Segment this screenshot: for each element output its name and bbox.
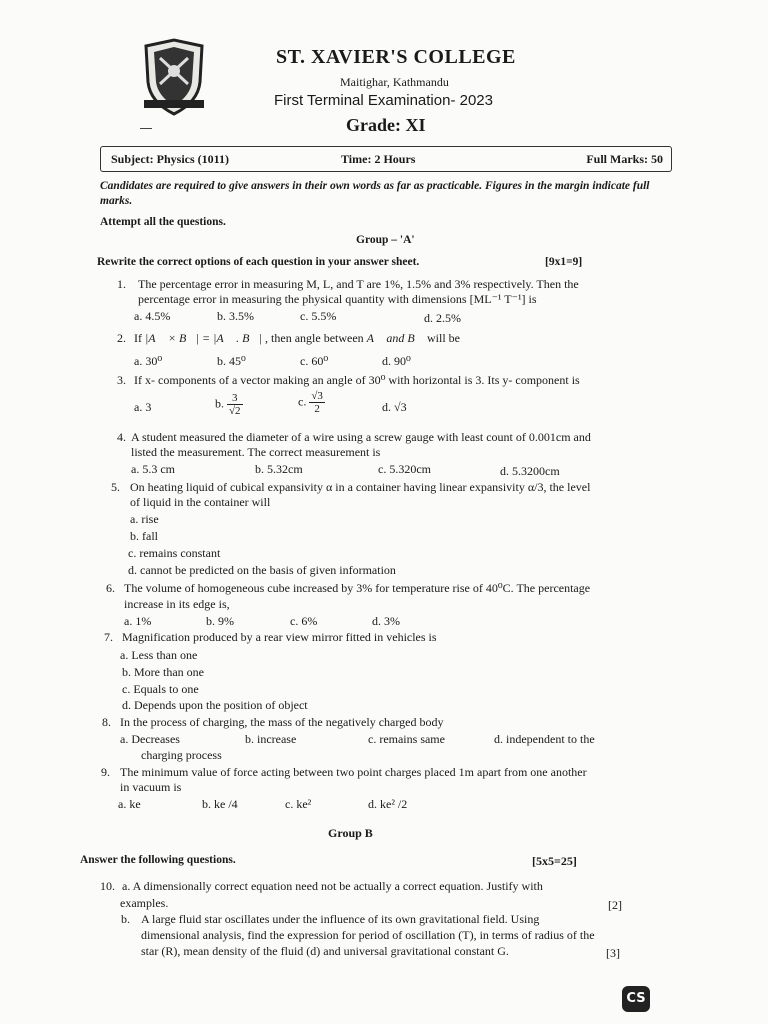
option: d. independent to the (494, 732, 595, 746)
question-text: percentage error in measuring the physical quantity with dimensions [ML⁻¹ T⁻¹] is (138, 292, 537, 306)
question-number: 8. (102, 715, 111, 729)
question-marks: [2] (608, 898, 622, 912)
question-label: b. (121, 912, 130, 926)
option-label: c. (298, 394, 307, 409)
option: d. 90⁰ (382, 354, 411, 368)
question-text: The minimum value of force acting between two point charges placed 1m apart from one another (120, 765, 587, 779)
option: d. ke² /2 (368, 797, 408, 811)
option: a. Less than one (120, 648, 198, 662)
option: b. More than one (122, 665, 204, 679)
divider (140, 128, 152, 129)
group-a-instruction: Rewrite the correct options of each question in your answer sheet. (97, 256, 420, 268)
full-marks-label: Full Marks: 50 (586, 152, 663, 166)
option: a. 1% (124, 614, 152, 628)
fraction (309, 390, 325, 415)
college-logo-icon (140, 38, 208, 118)
option-label: b. (215, 396, 224, 411)
instructions-note: Candidates are required to give answers in their own words as far as practicable. Figures in the margin indicate full marks. (100, 180, 650, 207)
question-text: A large fluid star oscillates under the influence of its own gravitational field. Using (141, 912, 540, 926)
question-text: A student measured the diameter of a wire using a screw gauge with least count of 0.001cm and (131, 430, 591, 444)
camscanner-badge-icon: CS (622, 986, 650, 1012)
option: d. 5.3200cm (500, 464, 560, 478)
option: d. Depends upon the position of object (122, 698, 308, 712)
question-number: 2. (117, 331, 126, 345)
option: a. 4.5% (134, 309, 171, 323)
option: d. cannot be predicted on the basis of given information (128, 563, 396, 577)
option: c. 5.320cm (378, 462, 431, 476)
question-text: examples. (120, 896, 169, 910)
option: a. Decreases (120, 732, 180, 746)
question-text: dimensional analysis, find the expression for period of oscillation (T), in terms of radius of the (141, 928, 595, 942)
option: b. 45⁰ (217, 354, 246, 368)
question-text: On heating liquid of cubical expansivity α in a container having linear expansivity α/3, the level (130, 480, 591, 494)
option (298, 390, 325, 415)
question-number: 4. (117, 430, 126, 444)
question-number: 5. (111, 480, 120, 494)
question-text: In the process of charging, the mass of the negatively charged body (120, 715, 444, 729)
question-text: a. A dimensionally correct equation need not be actually a correct equation. Justify with (122, 879, 543, 893)
question-text-part: If (134, 331, 142, 345)
question-number: 9. (101, 765, 110, 779)
question-text (134, 331, 460, 346)
question-text: in vacuum is (120, 780, 182, 794)
option: b. 9% (206, 614, 234, 628)
question-number: 3. (117, 373, 126, 387)
numerator: √3 (311, 390, 323, 402)
group-a-marks: [9x1=9] (545, 256, 583, 268)
grade-title: Grade: XI (346, 115, 426, 135)
college-address: Maitighar, Kathmandu (340, 75, 449, 89)
exam-title: First Terminal Examination- 2023 (274, 92, 493, 109)
option: a. 5.3 cm (131, 462, 175, 476)
attempt-instruction: Attempt all the questions. (100, 216, 226, 228)
option: a. 3 (134, 400, 152, 414)
option: c. remains same (368, 732, 445, 746)
option: a. 30⁰ (134, 354, 163, 368)
option: c. 5.5% (300, 309, 337, 323)
denominator: 2 (314, 403, 320, 415)
group-b-marks: [5x5=25] (532, 854, 577, 868)
question-text-part: will be (427, 331, 460, 345)
fraction (227, 392, 243, 417)
numerator: 3 (227, 392, 243, 405)
option: b. fall (130, 529, 158, 543)
option: c. remains constant (128, 546, 221, 560)
college-name: ST. XAVIER'S COLLEGE (276, 46, 516, 68)
option: d. √3 (382, 400, 407, 414)
option-continuation: charging process (141, 748, 222, 762)
question-number: 1. (117, 277, 126, 291)
option: a. rise (130, 512, 159, 526)
question-number: 7. (104, 630, 113, 644)
question-marks: [3] (606, 946, 620, 960)
question-number: 6. (106, 581, 115, 595)
option: c. 60⁰ (300, 354, 329, 368)
vector-expression: A⃗ and B⃗ (366, 331, 424, 345)
exam-info-box (100, 146, 672, 172)
option: b. 5.32cm (255, 462, 303, 476)
question-text: The volume of homogeneous cube increased by 3% for temperature rise of 40⁰C. The percentage (124, 581, 591, 595)
question-text: of liquid in the container will (130, 495, 271, 509)
option: b. ke /4 (202, 797, 238, 811)
time-label: Time: 2 Hours (341, 152, 416, 166)
subject-label: Subject: Physics (1011) (111, 152, 229, 166)
group-b-title: Group B (328, 826, 373, 840)
question-text: increase in its edge is, (124, 597, 230, 611)
option: c. 6% (290, 614, 318, 628)
option: b. increase (245, 732, 297, 746)
question-number: 10. (100, 879, 115, 893)
option (215, 392, 243, 417)
vector-expression: |A⃗ × B⃗| = |A⃗ . B⃗| (145, 331, 263, 345)
question-text-part: , then angle between (265, 331, 364, 345)
option: c. Equals to one (122, 682, 199, 696)
group-b-instruction: Answer the following questions. (80, 854, 236, 866)
question-text: Magnification produced by a rear view mirror fitted in vehicles is (122, 630, 437, 644)
question-text: If x- components of a vector making an angle of 30⁰ with horizontal is 3. Its y- component is (134, 373, 580, 387)
option: a. ke (118, 797, 141, 811)
question-text: star (R), mean density of the fluid (d) and universal gravitational constant G. (141, 944, 509, 958)
denominator: √2 (229, 405, 241, 417)
option: b. 3.5% (217, 309, 254, 323)
option: c. ke² (285, 797, 312, 811)
option: d. 2.5% (424, 311, 461, 325)
question-text: The percentage error in measuring M, L, and T are 1%, 1.5% and 3% respectively. Then the (138, 277, 579, 291)
group-a-title: Group – 'A' (356, 234, 415, 246)
question-text: listed the measurement. The correct measurement is (131, 445, 381, 459)
option: d. 3% (372, 614, 400, 628)
